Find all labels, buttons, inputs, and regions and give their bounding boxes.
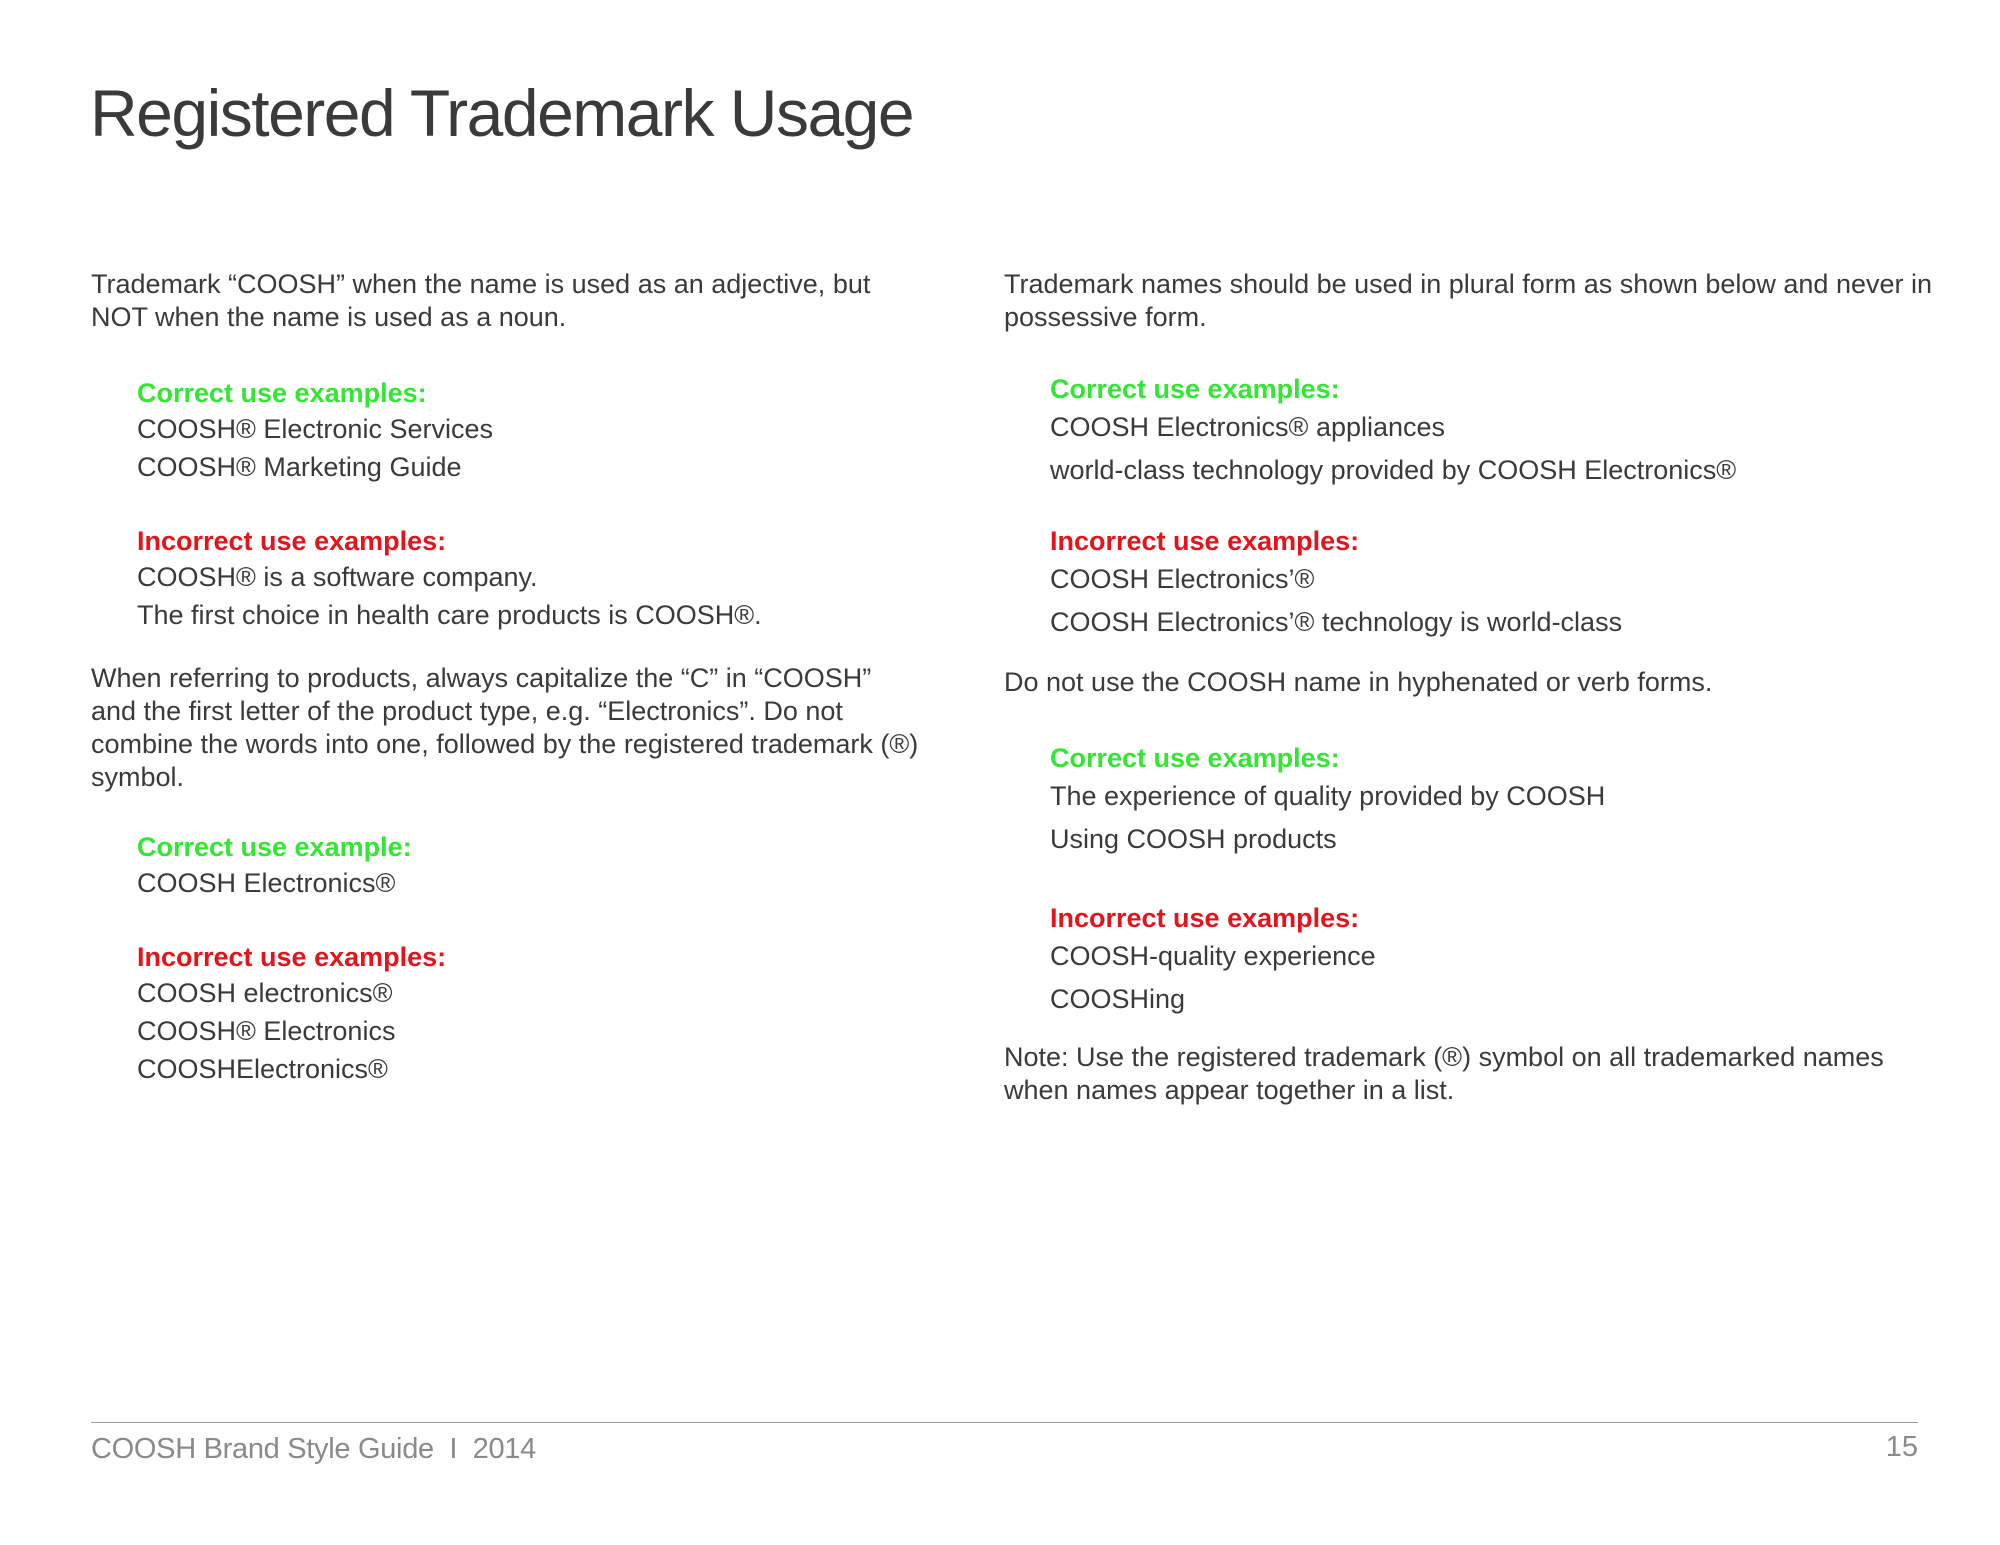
example-item: COOSH® Electronic Services [137,414,493,444]
example-item: COOSHing [1050,984,1186,1014]
example-item: COOSH Electronics’® [1050,564,1315,594]
example-item: The first choice in health care products is COOSH®. [137,600,762,630]
adjective-correct-examples [137,376,921,486]
example-item: world-class technology provided by COOSH Electronics® [1050,455,1737,485]
example-item: Using COOSH products [1050,824,1337,854]
example-item: COOSH® is a software company. [137,562,538,592]
correct-heading: Correct use examples: [1050,743,1340,773]
hyphen-incorrect-examples [1050,901,1934,1021]
example-item: COOSH® Marketing Guide [137,452,462,482]
page-number: 15 [1885,1431,1918,1463]
capitalize-incorrect-examples [137,940,921,1088]
incorrect-heading: Incorrect use examples: [1050,526,1360,556]
example-item: COOSH-quality experience [1050,941,1376,971]
adjective-rule-text: Trademark “COOSH” when the name is used as an adjective, but NOT when the name is used as a noun. [91,269,871,332]
example-item: COOSH Electronics’® technology is world-class [1050,607,1623,637]
plural-correct-examples [1050,372,1934,492]
footer-divider [91,1422,1918,1423]
plural-rule-text: Trademark names should be used in plural form as shown below and never in possessive form. [1004,269,1932,332]
left-column [91,268,921,1088]
correct-heading: Correct use examples: [1050,374,1340,404]
plural-incorrect-examples [1050,524,1934,644]
correct-heading: Correct use example: [137,832,412,862]
list-note-text: Note: Use the registered trademark (®) symbol on all trademarked names when names appear together in a list. [1004,1042,1884,1105]
adjective-incorrect-examples [137,524,921,634]
incorrect-heading: Incorrect use examples: [137,526,447,556]
incorrect-heading: Incorrect use examples: [137,942,447,972]
correct-heading: Correct use examples: [137,378,427,408]
example-item: The experience of quality provided by COOSH [1050,781,1606,811]
example-item: COOSH® Electronics [137,1016,396,1046]
capitalize-rule-text: When referring to products, always capitalize the “C” in “COOSH” and the first letter of the product type, e.g. “Electronics”. Do not combine the words into one, followed by the registered trademark (®) symbol. [91,663,919,792]
footer-title: COOSH Brand Style Guide I 2014 [91,1433,536,1465]
example-item: COOSH Electronics® appliances [1050,412,1446,442]
incorrect-heading: Incorrect use examples: [1050,903,1360,933]
hyphen-rule-text: Do not use the COOSH name in hyphenated or verb forms. [1004,667,1713,697]
page-title: Registered Trademark Usage [90,76,914,150]
example-item: COOSH electronics® [137,978,393,1008]
example-item: COOSH Electronics® [137,868,396,898]
right-column [1004,268,1934,1107]
hyphen-correct-examples [1050,741,1934,861]
capitalize-correct-examples [137,830,921,902]
example-item: COOSHElectronics® [137,1054,388,1084]
